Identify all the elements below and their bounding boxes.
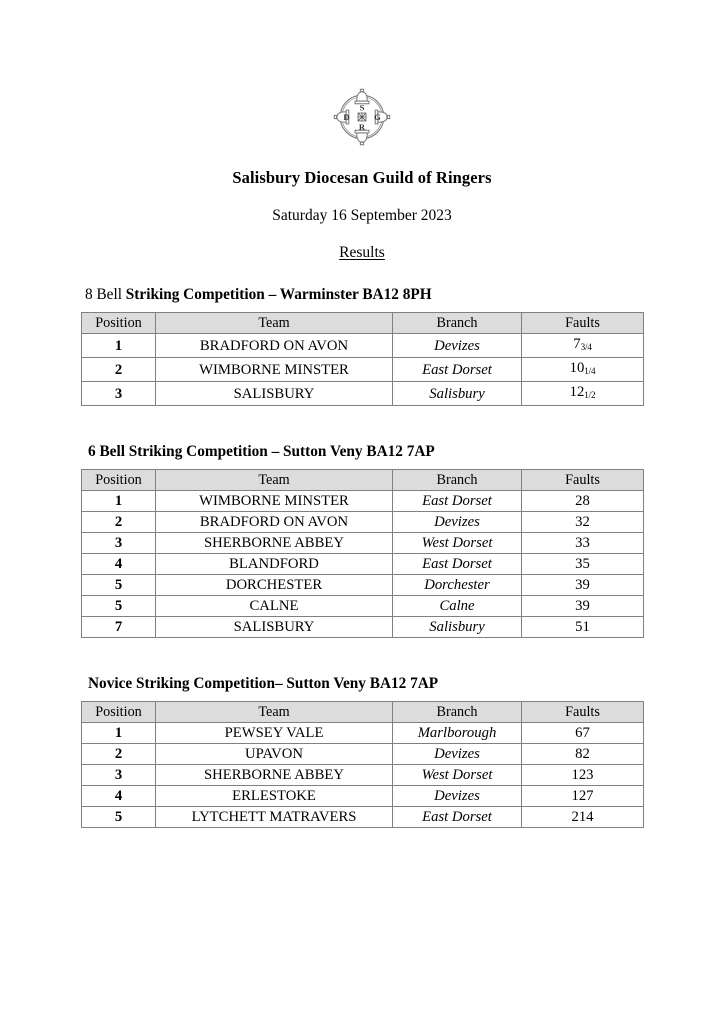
cell-branch: Salisbury [393,617,522,638]
faults-fraction: 1/4 [584,366,596,376]
cell-branch: East Dorset [393,358,522,382]
cell-branch: East Dorset [393,491,522,512]
table-row [82,554,644,575]
cell-faults: 123 [522,765,644,786]
bell-north-icon [355,89,369,104]
cell-position: 5 [82,807,156,828]
emblem-letter-r: R [358,122,366,133]
cell-team: DORCHESTER [156,575,393,596]
cell-faults: 67 [522,723,644,744]
results-label [0,244,724,262]
table-header-row [82,702,644,723]
column-header-branch: Branch [393,702,522,723]
faults-fraction: 3/4 [580,342,592,352]
cell-faults: 35 [522,554,644,575]
section-heading-novice [88,675,724,693]
cell-branch: Devizes [393,786,522,807]
document-title: Salisbury Diocesan Guild of Ringers [232,168,492,187]
cell-branch: West Dorset [393,533,522,554]
section-heading-prefix: 8 Bell [85,286,126,303]
column-header-faults: Faults [522,702,644,723]
cell-position: 5 [82,596,156,617]
cell-branch: Marlborough [393,723,522,744]
table-row [82,596,644,617]
cell-position: 2 [82,744,156,765]
cell-faults: 82 [522,744,644,765]
section-heading-8-bell [85,286,724,304]
cell-team: CALNE [156,596,393,617]
cell-faults: 32 [522,512,644,533]
table-row [82,765,644,786]
cell-position: 3 [82,533,156,554]
table-header-row [82,470,644,491]
cell-faults: 127 [522,786,644,807]
cell-position: 4 [82,554,156,575]
emblem-letter-g: G [374,111,381,122]
cell-team: BRADFORD ON AVON [156,512,393,533]
table-row [82,533,644,554]
table-row [82,723,644,744]
table-row [82,575,644,596]
section-heading-6-bell [88,443,724,461]
table-row [82,807,644,828]
emblem-letter-d: D [343,111,350,122]
table-row [82,512,644,533]
column-header-team: Team [156,702,393,723]
cell-branch: East Dorset [393,807,522,828]
cell-branch: Devizes [393,334,522,358]
table-row [82,358,644,382]
emblem-letter-s: S [359,102,365,113]
cell-position: 3 [82,765,156,786]
cell-team: LYTCHETT MATRAVERS [156,807,393,828]
cell-faults: 33 [522,533,644,554]
cell-position: 2 [82,512,156,533]
guild-logo-container [0,0,724,150]
results-label-text: Results [339,244,385,261]
column-header-faults: Faults [522,470,644,491]
cell-branch: Devizes [393,744,522,765]
column-header-position: Position [82,313,156,334]
cell-position: 2 [82,358,156,382]
column-header-branch: Branch [393,470,522,491]
table-header-row [82,313,644,334]
cell-faults: 39 [522,575,644,596]
cell-branch: West Dorset [393,765,522,786]
cell-faults [522,334,644,358]
cell-team: SALISBURY [156,617,393,638]
cell-position: 1 [82,723,156,744]
cell-team: ERLESTOKE [156,786,393,807]
cell-team: SHERBORNE ABBEY [156,765,393,786]
section-heading-main: Novice Striking Competition– Sutton Veny BA12 7AP [88,675,439,692]
column-header-position: Position [82,702,156,723]
table-row [82,744,644,765]
cell-branch: Devizes [393,512,522,533]
cell-position: 4 [82,786,156,807]
faults-fraction: 1/2 [584,390,596,400]
section-novice [0,675,724,828]
bell-south-icon [355,130,369,145]
cell-position: 1 [82,334,156,358]
cell-team: SHERBORNE ABBEY [156,533,393,554]
cell-team: SALISBURY [156,382,393,406]
table-row [82,617,644,638]
faults-whole: 12 [569,384,585,400]
cell-branch: Calne [393,596,522,617]
cell-faults: 39 [522,596,644,617]
faults-whole: 10 [569,360,585,376]
cell-branch: Dorchester [393,575,522,596]
column-header-faults: Faults [522,313,644,334]
cell-branch: East Dorset [393,554,522,575]
section-8-bell [0,286,724,406]
faults-whole: 7 [573,336,581,352]
cell-team: WIMBORNE MINSTER [156,358,393,382]
table-row [82,382,644,406]
column-header-branch: Branch [393,313,522,334]
cell-faults [522,382,644,406]
cell-position: 1 [82,491,156,512]
results-table-8-bell [81,312,644,406]
cell-team: BRADFORD ON AVON [156,334,393,358]
emblem-center-icon [357,112,366,121]
cell-team: BLANDFORD [156,554,393,575]
event-date: Saturday 16 September 2023 [272,207,452,224]
table-row [82,334,644,358]
table-row [82,786,644,807]
cell-team: WIMBORNE MINSTER [156,491,393,512]
section-heading-main: 6 Bell Striking Competition – Sutton Veny BA12 7AP [88,443,435,460]
cell-faults: 214 [522,807,644,828]
section-heading-main: Striking Competition – Warminster BA12 8PH [125,286,432,303]
cell-faults [522,358,644,382]
table-row [82,491,644,512]
cell-position: 3 [82,382,156,406]
cell-team: UPAVON [156,744,393,765]
cell-branch: Salisbury [393,382,522,406]
column-header-team: Team [156,313,393,334]
cell-faults: 28 [522,491,644,512]
results-table-novice [81,701,644,828]
sdgr-guild-emblem-icon [329,84,395,150]
section-6-bell [0,443,724,638]
results-table-6-bell [81,469,644,638]
column-header-position: Position [82,470,156,491]
cell-faults: 51 [522,617,644,638]
column-header-team: Team [156,470,393,491]
cell-team: PEWSEY VALE [156,723,393,744]
cell-position: 7 [82,617,156,638]
cell-position: 5 [82,575,156,596]
